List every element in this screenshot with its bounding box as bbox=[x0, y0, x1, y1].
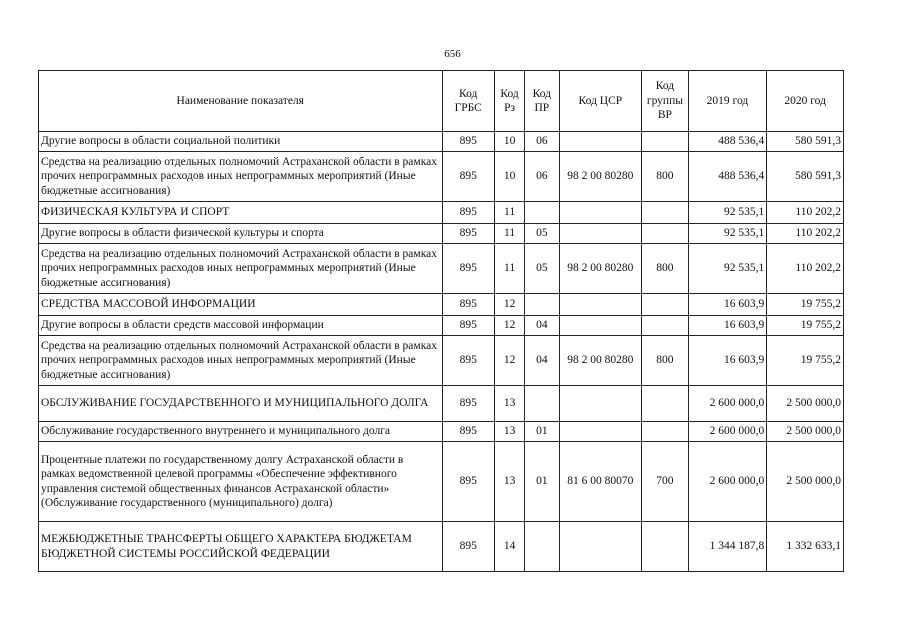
header-2020: 2020 год bbox=[767, 71, 844, 132]
row-grbs: 895 bbox=[442, 224, 494, 244]
row-name: Средства на реализацию отдельных полномочий Астраханской области в рамках прочих непрограммных расходов иных непрограммных мероприятий (Иные бюджетные ассигнования) bbox=[39, 336, 443, 386]
row-grbs: 895 bbox=[442, 152, 494, 202]
row-rz: 14 bbox=[494, 522, 524, 572]
row-rz: 12 bbox=[494, 316, 524, 336]
table-row bbox=[39, 522, 844, 572]
row-grbs: 895 bbox=[442, 244, 494, 294]
row-grbs: 895 bbox=[442, 202, 494, 224]
row-2019: 92 535,1 bbox=[688, 202, 767, 224]
row-name: СРЕДСТВА МАССОВОЙ ИНФОРМАЦИИ bbox=[39, 294, 443, 316]
row-pr: 01 bbox=[525, 422, 559, 442]
row-grbs: 895 bbox=[442, 316, 494, 336]
row-2020: 110 202,2 bbox=[767, 224, 844, 244]
row-pr: 04 bbox=[525, 336, 559, 386]
table-row bbox=[39, 202, 844, 224]
row-csr: 81 6 00 80070 bbox=[559, 442, 642, 522]
row-name: Средства на реализацию отдельных полномочий Астраханской области в рамках прочих непрограммных расходов иных непрограммных мероприятий (Иные бюджетные ассигнования) bbox=[39, 152, 443, 202]
row-vr bbox=[642, 294, 688, 316]
row-grbs: 895 bbox=[442, 132, 494, 152]
table-row bbox=[39, 132, 844, 152]
row-csr: 98 2 00 80280 bbox=[559, 336, 642, 386]
row-pr: 06 bbox=[525, 152, 559, 202]
row-2020: 19 755,2 bbox=[767, 336, 844, 386]
row-name: МЕЖБЮДЖЕТНЫЕ ТРАНСФЕРТЫ ОБЩЕГО ХАРАКТЕРА БЮДЖЕТАМ БЮДЖЕТНОЙ СИСТЕМЫ РОССИЙСКОЙ ФЕДЕРАЦИИ bbox=[39, 522, 443, 572]
row-vr bbox=[642, 202, 688, 224]
row-pr bbox=[525, 294, 559, 316]
row-2020: 2 500 000,0 bbox=[767, 422, 844, 442]
row-csr bbox=[559, 132, 642, 152]
row-rz: 13 bbox=[494, 386, 524, 422]
header-name: Наименование показателя bbox=[39, 71, 443, 132]
row-vr bbox=[642, 522, 688, 572]
row-2020: 580 591,3 bbox=[767, 132, 844, 152]
row-grbs: 895 bbox=[442, 442, 494, 522]
row-2020: 2 500 000,0 bbox=[767, 386, 844, 422]
row-pr: 05 bbox=[525, 244, 559, 294]
row-2019: 16 603,9 bbox=[688, 316, 767, 336]
row-2020: 19 755,2 bbox=[767, 316, 844, 336]
row-2019: 16 603,9 bbox=[688, 336, 767, 386]
row-name: ФИЗИЧЕСКАЯ КУЛЬТУРА И СПОРТ bbox=[39, 202, 443, 224]
row-name: Другие вопросы в области средств массовой информации bbox=[39, 316, 443, 336]
table-row bbox=[39, 386, 844, 422]
row-vr bbox=[642, 386, 688, 422]
row-2019: 488 536,4 bbox=[688, 132, 767, 152]
budget-table bbox=[38, 70, 844, 572]
row-csr: 98 2 00 80280 bbox=[559, 244, 642, 294]
row-vr: 800 bbox=[642, 244, 688, 294]
row-csr bbox=[559, 316, 642, 336]
row-name: Другие вопросы в области социальной политики bbox=[39, 132, 443, 152]
row-2019: 2 600 000,0 bbox=[688, 386, 767, 422]
row-csr bbox=[559, 522, 642, 572]
row-vr: 800 bbox=[642, 152, 688, 202]
row-pr: 05 bbox=[525, 224, 559, 244]
row-csr bbox=[559, 224, 642, 244]
row-grbs: 895 bbox=[442, 522, 494, 572]
row-name: Обслуживание государственного внутреннего и муниципального долга bbox=[39, 422, 443, 442]
table-header-row bbox=[39, 71, 844, 132]
row-name: Средства на реализацию отдельных полномочий Астраханской области в рамках прочих непрограммных расходов иных непрограммных мероприятий (Иные бюджетные ассигнования) bbox=[39, 244, 443, 294]
row-grbs: 895 bbox=[442, 422, 494, 442]
row-2019: 488 536,4 bbox=[688, 152, 767, 202]
row-csr bbox=[559, 294, 642, 316]
table-row bbox=[39, 316, 844, 336]
row-rz: 10 bbox=[494, 152, 524, 202]
row-grbs: 895 bbox=[442, 386, 494, 422]
row-rz: 12 bbox=[494, 336, 524, 386]
row-csr: 98 2 00 80280 bbox=[559, 152, 642, 202]
row-pr bbox=[525, 386, 559, 422]
table-row bbox=[39, 422, 844, 442]
row-vr bbox=[642, 224, 688, 244]
header-csr: Код ЦСР bbox=[559, 71, 642, 132]
row-pr bbox=[525, 202, 559, 224]
row-pr: 06 bbox=[525, 132, 559, 152]
row-csr bbox=[559, 422, 642, 442]
row-vr bbox=[642, 132, 688, 152]
table-row bbox=[39, 442, 844, 522]
row-2020: 580 591,3 bbox=[767, 152, 844, 202]
row-name: Другие вопросы в области физической культуры и спорта bbox=[39, 224, 443, 244]
header-pr: Код ПР bbox=[525, 71, 559, 132]
row-grbs: 895 bbox=[442, 294, 494, 316]
row-rz: 12 bbox=[494, 294, 524, 316]
table-row bbox=[39, 224, 844, 244]
row-csr bbox=[559, 386, 642, 422]
table-row bbox=[39, 336, 844, 386]
row-2020: 1 332 633,1 bbox=[767, 522, 844, 572]
row-pr bbox=[525, 522, 559, 572]
row-2019: 16 603,9 bbox=[688, 294, 767, 316]
row-grbs: 895 bbox=[442, 336, 494, 386]
header-rz: Код Рз bbox=[494, 71, 524, 132]
row-2019: 2 600 000,0 bbox=[688, 442, 767, 522]
row-name: Процентные платежи по государственному долгу Астраханской области в рамках ведомственной целевой программы «Обеспечение эффективного управления системой общественных финансов Астраханской области» (Обслуживание государственного (муниципального) долга) bbox=[39, 442, 443, 522]
row-rz: 13 bbox=[494, 422, 524, 442]
row-vr bbox=[642, 422, 688, 442]
row-2020: 2 500 000,0 bbox=[767, 442, 844, 522]
row-2019: 92 535,1 bbox=[688, 224, 767, 244]
table-row bbox=[39, 244, 844, 294]
row-2020: 110 202,2 bbox=[767, 244, 844, 294]
row-rz: 10 bbox=[494, 132, 524, 152]
table-row bbox=[39, 294, 844, 316]
row-2020: 19 755,2 bbox=[767, 294, 844, 316]
row-pr: 01 bbox=[525, 442, 559, 522]
page-number: 656 bbox=[444, 48, 461, 60]
row-name: ОБСЛУЖИВАНИЕ ГОСУДАРСТВЕННОГО И МУНИЦИПАЛЬНОГО ДОЛГА bbox=[39, 386, 443, 422]
row-rz: 11 bbox=[494, 202, 524, 224]
row-rz: 11 bbox=[494, 224, 524, 244]
header-2019: 2019 год bbox=[688, 71, 767, 132]
header-vr: Код группы ВР bbox=[642, 71, 688, 132]
row-vr: 700 bbox=[642, 442, 688, 522]
row-vr bbox=[642, 316, 688, 336]
row-pr: 04 bbox=[525, 316, 559, 336]
row-rz: 11 bbox=[494, 244, 524, 294]
row-vr: 800 bbox=[642, 336, 688, 386]
table-row bbox=[39, 152, 844, 202]
header-grbs: Код ГРБС bbox=[442, 71, 494, 132]
row-2020: 110 202,2 bbox=[767, 202, 844, 224]
row-2019: 2 600 000,0 bbox=[688, 422, 767, 442]
row-2019: 1 344 187,8 bbox=[688, 522, 767, 572]
row-2019: 92 535,1 bbox=[688, 244, 767, 294]
row-rz: 13 bbox=[494, 442, 524, 522]
row-csr bbox=[559, 202, 642, 224]
